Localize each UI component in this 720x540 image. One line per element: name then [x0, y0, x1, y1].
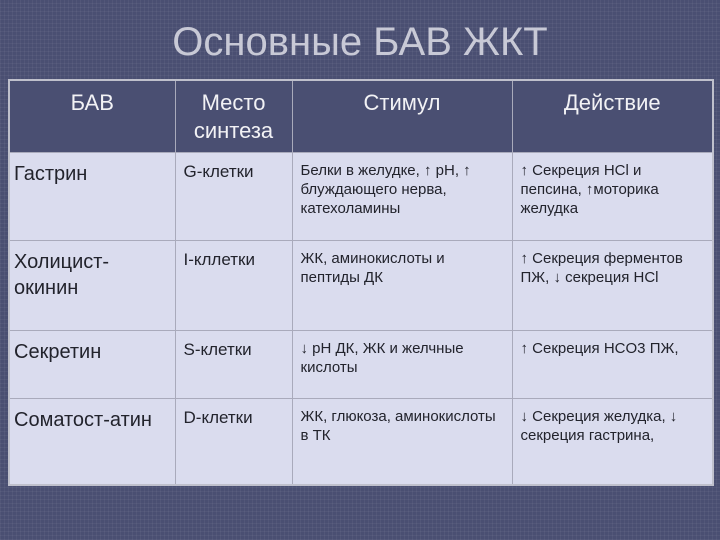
header-synthesis-site: Место синтеза [175, 80, 292, 152]
cell-stimulus: ↓ pH ДК, ЖК и желчные кислоты [292, 331, 512, 399]
cell-name: Секретин [9, 331, 175, 399]
table-row [9, 152, 713, 241]
cell-name: Холицист-окинин [9, 241, 175, 331]
cell-name: Соматост-атин [9, 398, 175, 485]
cell-stimulus: ЖК, аминокислоты и пептиды ДК [292, 241, 512, 331]
slide-title: Основные БАВ ЖКТ [172, 20, 548, 64]
table-row [9, 398, 713, 485]
cell-action: ↓ Секреция желудка, ↓ секреция гастрина, [512, 398, 713, 485]
cell-action: ↑ Секреция HCO3 ПЖ, [512, 331, 713, 399]
cell-action: ↑ Секреция ферментов ПЖ, ↓ секреция HCl [512, 241, 713, 331]
cell-site: S-клетки [175, 331, 292, 399]
bav-table [8, 79, 714, 486]
table-row [9, 331, 713, 399]
header-bav: БАВ [9, 80, 175, 152]
cell-site: I-кллетки [175, 241, 292, 331]
cell-stimulus: Белки в желудке, ↑ pH, ↑ блуждающего нерва, катехоламины [292, 152, 512, 241]
cell-site: D-клетки [175, 398, 292, 485]
header-action: Действие [512, 80, 713, 152]
cell-stimulus: ЖК, глюкоза, аминокислоты в ТК [292, 398, 512, 485]
table-header-row [9, 80, 713, 152]
cell-site: G-клетки [175, 152, 292, 241]
table-row [9, 241, 713, 331]
cell-name: Гастрин [9, 152, 175, 241]
cell-action: ↑ Секреция HCl и пепсина, ↑моторика желудка [512, 152, 713, 241]
header-stimulus: Стимул [292, 80, 512, 152]
